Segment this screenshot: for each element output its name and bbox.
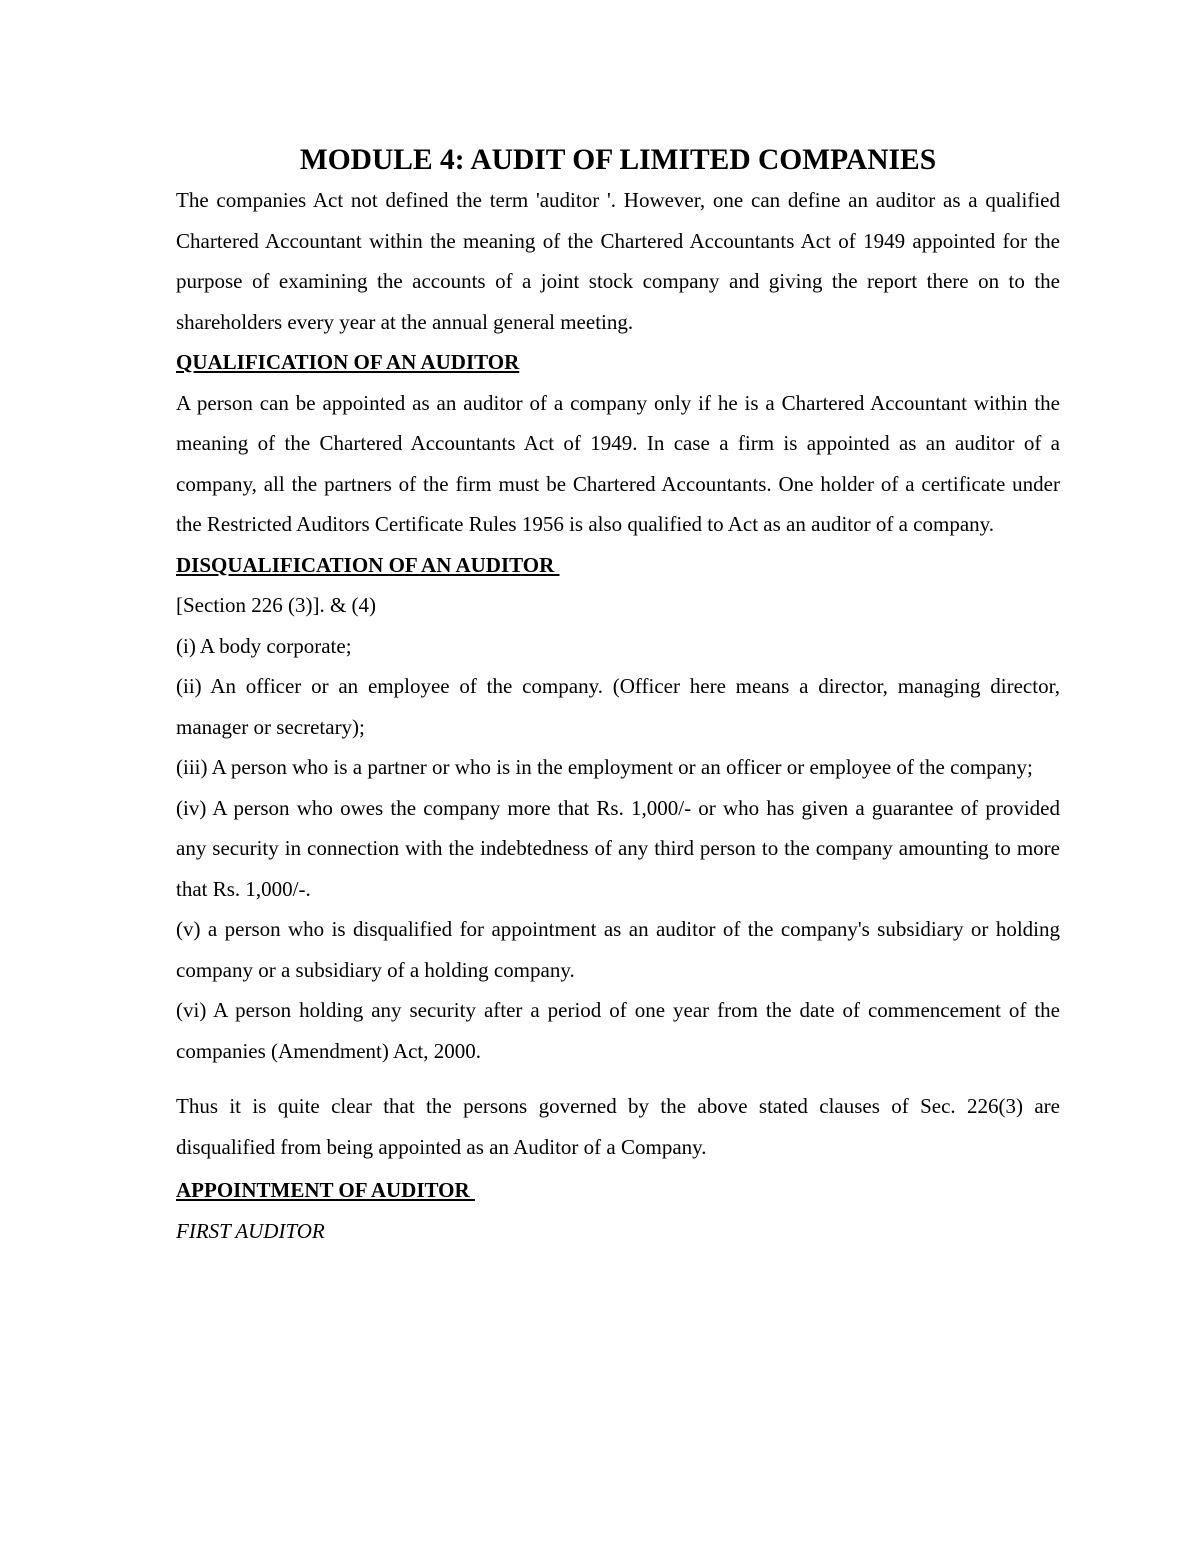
section-reference: [Section 226 (3)]. & (4) [176,593,377,617]
list-item: (iv) A person who owes the company more that Rs. 1,000/- or who has given a guarantee of provided any security in connection with the indebtedness of any third person to the company amounting to more that Rs. 1,000/-. [176,795,1060,901]
list-item: (ii) An officer or an employee of the company. (Officer here means a director, managing director, manager or secretary); [176,674,1060,739]
list-item: (iii) A person who is a partner or who is in the employment or an officer or employee of the company; [176,755,1033,779]
appointment-heading: APPOINTMENT OF AUDITOR [176,1178,475,1202]
qualification-paragraph: A person can be appointed as an auditor of a company only if he is a Chartered Accountant within the meaning of the Chartered Accountants Act of 1949. In case a firm is appointed as an auditor of a company, all the partners of the firm must be Chartered Accountants. One holder of a certificate under the Restricted Auditors Certificate Rules 1956 is also qualified to Act as an auditor of a company. [176,390,1060,536]
page-title: MODULE 4: AUDIT OF LIMITED COMPANIES [299,144,937,176]
conclusion-paragraph: Thus it is quite clear that the persons governed by the above stated clauses of Sec. 226(3) are disqualified from being appointed as an Auditor of a Company. [176,1094,1060,1159]
disqualification-heading: DISQUALIFICATION OF AN AUDITOR [176,552,560,577]
document-page [176,140,1060,1251]
qualification-heading: QUALIFICATION OF AN AUDITOR [176,350,520,374]
first-auditor-subheading: FIRST AUDITOR [176,1218,325,1243]
list-item: (v) a person who is disqualified for appointment as an auditor of the company's subsidiary or holding company or a subsidiary of a holding company. [176,917,1060,982]
intro-paragraph: The companies Act not defined the term 'auditor '. However, one can define an auditor as a qualified Chartered Accountant within the meaning of the Chartered Accountants Act of 1949 appointed for the purpose of examining the accounts of a joint stock company and giving the report there on to the shareholders every year at the annual general meeting. [176,188,1060,334]
list-item: (i) A body corporate; [176,633,352,658]
list-item: (vi) A person holding any security after a period of one year from the date of commencement of the companies (Amendment) Act, 2000. [176,998,1060,1063]
